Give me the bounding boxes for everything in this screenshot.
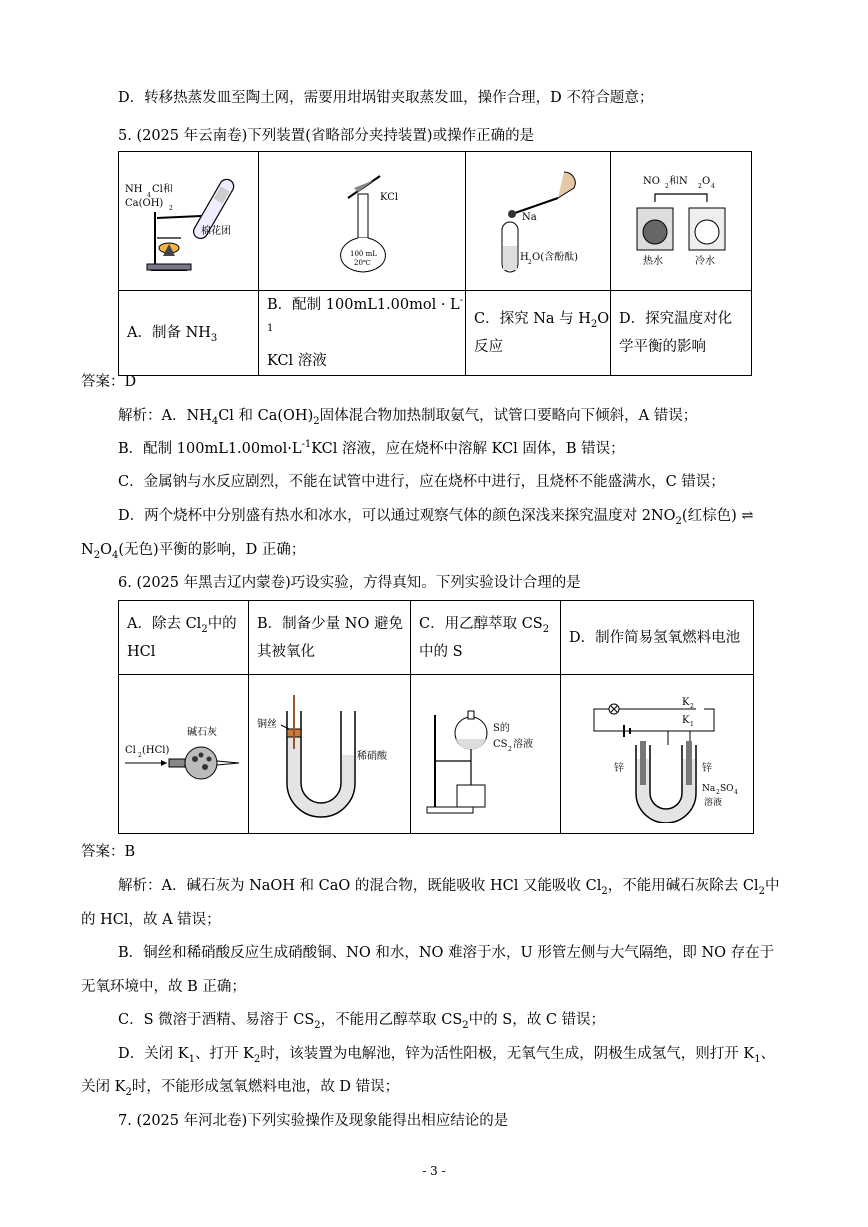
explanation-6-d-cont: 关闭 $K_2$时，不能形成氢氧燃料电池，故 D 错误； bbox=[81, 1079, 400, 1098]
svg-text:CS: CS bbox=[492, 739, 508, 750]
svg-text:O(含酚酞): O(含酚酞) bbox=[532, 252, 579, 263]
explanation-5-c: C．金属钠与水反应剧烈，不能在试管中进行，应在烧杯中进行，且烧杯不能盛满水，C 错误； bbox=[118, 474, 725, 490]
question-6-table bbox=[118, 600, 754, 834]
option-c: C．用乙醇萃取 $CS_2$ 中的 S bbox=[411, 601, 561, 675]
svg-text:NH: NH bbox=[124, 184, 142, 195]
svg-text:2: 2 bbox=[698, 183, 702, 190]
svg-text:Na: Na bbox=[702, 784, 716, 794]
svg-text:热水: 热水 bbox=[643, 256, 663, 267]
explanation-6-b: B．铜丝和稀硝酸反应生成硝酸铜、NO 和水，NO 难溶于水，U 形管左侧与大气隔绝，即 NO 存在于 bbox=[118, 945, 775, 961]
svg-text:H: H bbox=[520, 252, 529, 263]
svg-text:Ca(OH): Ca(OH) bbox=[124, 198, 163, 209]
explanation-5-b: B．配制 $100mL1.00mol\cdot L^{-1}KCl$ 溶液，应在烧杯中溶解 KCl 固体，B 错误； bbox=[118, 439, 625, 457]
question-7-stem: 7. (2025 年河北卷)下列实验操作及现象能得出相应结论的是 bbox=[118, 1113, 509, 1129]
svg-text:2: 2 bbox=[137, 752, 142, 759]
svg-text:2: 2 bbox=[690, 703, 694, 710]
svg-text:(HCl): (HCl) bbox=[141, 745, 169, 756]
svg-text:和N: 和N bbox=[669, 176, 688, 187]
svg-text:4: 4 bbox=[146, 192, 151, 199]
figure-d-fuel-cell bbox=[561, 675, 754, 834]
svg-text:碱石灰: 碱石灰 bbox=[186, 727, 217, 738]
svg-text:2: 2 bbox=[507, 746, 512, 753]
text-line: D．转移热蒸发皿至陶土网，需要用坩埚钳夹取蒸发皿，操作合理，D 不符合题意； bbox=[118, 90, 654, 106]
svg-text:4: 4 bbox=[711, 183, 715, 190]
svg-text:K: K bbox=[682, 715, 690, 726]
svg-text:Na: Na bbox=[522, 212, 537, 223]
option-b: B．制备少量 NO 避免 其被氧化 bbox=[249, 601, 411, 675]
svg-text:2: 2 bbox=[528, 259, 532, 266]
svg-text:2: 2 bbox=[168, 205, 173, 212]
question-5-stem: 5. (2025 年云南卷)下列装置(省略部分夹持装置)或操作正确的是 bbox=[118, 128, 535, 144]
explanation-5-a: 解析：A．$NH_4Cl$ 和 $Ca(OH)_2$固体混合物加热制取氨气，试管口要略向下倾斜，A 错误； bbox=[118, 408, 698, 427]
figure-c-sodium-water bbox=[466, 152, 611, 291]
explanation-6-c: C．S 微溶于酒精、易溶于 $CS_2$，不能用乙醇萃取 $CS_2$中的 S，故 C 错误； bbox=[118, 1012, 606, 1031]
explanation-5-d-cont: $N_2O_4$(无色)平衡的影响，D 正确； bbox=[81, 542, 306, 561]
explanation-6-a: 解析：A．碱石灰为 NaOH 和 CaO 的混合物，既能吸收 HCl 又能吸收 $Cl_2$，不能用碱石灰除去 $Cl_2$中 bbox=[118, 878, 780, 897]
option-a: A．制备 $NH_3$ bbox=[119, 291, 259, 376]
figure-a-drying-tube bbox=[119, 675, 249, 834]
figure-c-separatory-funnel bbox=[411, 675, 561, 834]
svg-text:锌: 锌 bbox=[614, 763, 624, 774]
option-d: D．制作简易氢氧燃料电池 bbox=[561, 601, 754, 675]
option-d: D．探究温度对化 学平衡的影响 bbox=[611, 291, 752, 376]
question-5-table bbox=[118, 151, 752, 376]
svg-text:100 mL: 100 mL bbox=[350, 250, 377, 258]
answer-6: 答案：B bbox=[81, 844, 136, 860]
figure-b-volumetric-flask bbox=[259, 152, 466, 291]
svg-text:SO: SO bbox=[720, 784, 734, 794]
svg-text:锌: 锌 bbox=[702, 763, 712, 774]
svg-text:Cl: Cl bbox=[124, 745, 136, 756]
option-c: C．探究 Na 与 $H_2O$ 反应 bbox=[466, 291, 611, 376]
svg-text:KCl: KCl bbox=[380, 192, 399, 203]
page-number: - 3 - bbox=[422, 1164, 446, 1178]
figure-d-equilibrium-temperature bbox=[611, 152, 752, 291]
svg-text:棉花团: 棉花团 bbox=[200, 226, 231, 237]
svg-text:20℃: 20℃ bbox=[354, 259, 371, 267]
svg-text:铜丝: 铜丝 bbox=[256, 719, 277, 730]
svg-text:溶液: 溶液 bbox=[704, 798, 723, 808]
svg-text:K: K bbox=[682, 697, 690, 708]
explanation-6-a-cont: 的 HCl，故 A 错误； bbox=[81, 912, 221, 928]
explanation-5-d: D．两个烧杯中分别盛有热水和冰水，可以通过观察气体的颜色深浅来探究温度对 $2NO_2$(红棕色) ⇌ bbox=[118, 508, 754, 527]
option-b: B．配制 $100mL1.00mol \cdot L^{-1}$ KCl 溶液 bbox=[259, 291, 466, 376]
figure-a-nh3-apparatus bbox=[119, 152, 259, 291]
svg-text:4: 4 bbox=[734, 789, 738, 796]
svg-text:2: 2 bbox=[716, 789, 720, 796]
svg-text:稀硝酸: 稀硝酸 bbox=[356, 751, 387, 762]
explanation-6-b-cont: 无氧环境中，故 B 正确； bbox=[81, 979, 246, 995]
option-a: A．除去 $Cl_2$中的 HCl bbox=[119, 601, 249, 675]
svg-text:NO: NO bbox=[643, 176, 660, 187]
explanation-6-d: D．关闭 $K_1$、打开 $K_2$时，该装置为电解池，锌为活性阳极，无氧气生成，阴极生成氢气，则打开 $K_1$、 bbox=[118, 1046, 776, 1065]
figure-b-u-tube bbox=[249, 675, 411, 834]
svg-text:Cl和: Cl和 bbox=[151, 184, 173, 195]
svg-text:2: 2 bbox=[665, 183, 669, 190]
svg-text:冷水: 冷水 bbox=[695, 256, 715, 267]
svg-text:1: 1 bbox=[690, 721, 694, 728]
svg-text:溶液: 溶液 bbox=[512, 739, 533, 750]
svg-text:S的: S的 bbox=[492, 723, 510, 734]
svg-text:O: O bbox=[702, 176, 711, 187]
question-6-stem: 6. (2025 年黑吉辽内蒙卷)巧设实验，方得真知。下列实验设计合理的是 bbox=[118, 575, 581, 591]
answer-5: 答案：D bbox=[81, 374, 137, 390]
